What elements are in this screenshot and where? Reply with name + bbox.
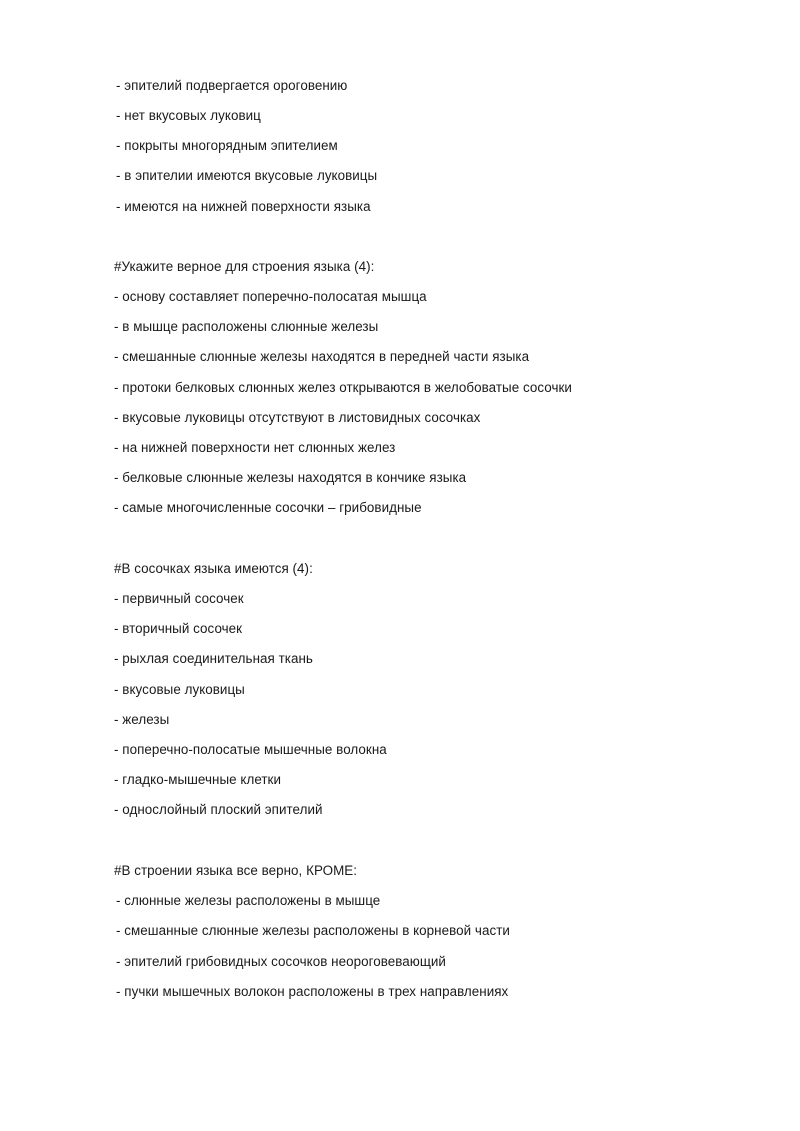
answer-option: - протоки белковых слюнных желез открываются в желобоватые сосочки [114,380,572,395]
answer-option: - нет вкусовых луковиц [116,108,261,123]
answer-option: - однослойный плоский эпителий [114,802,323,817]
answer-option: - покрыты многорядным эпителием [116,138,338,153]
answer-option: - вкусовые луковицы [114,682,245,697]
answer-option: - белковые слюнные железы находятся в кончике языка [114,470,467,485]
answer-option: - основу составляет поперечно-полосатая мышца [114,289,427,304]
answer-option: - в эпителии имеются вкусовые луковицы [116,168,378,183]
answer-option: - самые многочисленные сосочки – грибовидные [114,500,422,515]
question-heading: #Укажите верное для строения языка (4): [114,259,375,274]
answer-option: - имеются на нижней поверхности языка [116,199,371,214]
answer-option: - поперечно-полосатые мышечные волокна [114,742,387,757]
answer-option: - железы [114,712,170,727]
answer-option: - эпителий грибовидных сосочков неороговевающий [116,954,446,969]
answer-option: - вторичный сосочек [114,621,243,636]
question-heading: #В строении языка все верно, КРОМЕ: [114,863,358,878]
answer-option: - пучки мышечных волокон расположены в трех направлениях [116,984,509,999]
answer-option: - в мышце расположены слюнные железы [114,319,379,334]
answer-option: - эпителий подвергается ороговению [116,78,348,93]
answer-option: - вкусовые луковицы отсутствуют в листовидных сосочках [114,410,481,425]
answer-option: - гладко-мышечные клетки [114,772,281,787]
answer-option: - первичный сосочек [114,591,244,606]
answer-option: - смешанные слюнные железы находятся в передней части языка [114,349,530,364]
answer-option: - слюнные железы расположены в мышце [116,893,381,908]
answer-option: - на нижней поверхности нет слюнных желез [114,440,396,455]
answer-option: - рыхлая соединительная ткань [114,651,313,666]
question-heading: #В сосочках языка имеются (4): [114,561,313,576]
answer-option: - смешанные слюнные железы расположены в корневой части [116,923,510,938]
